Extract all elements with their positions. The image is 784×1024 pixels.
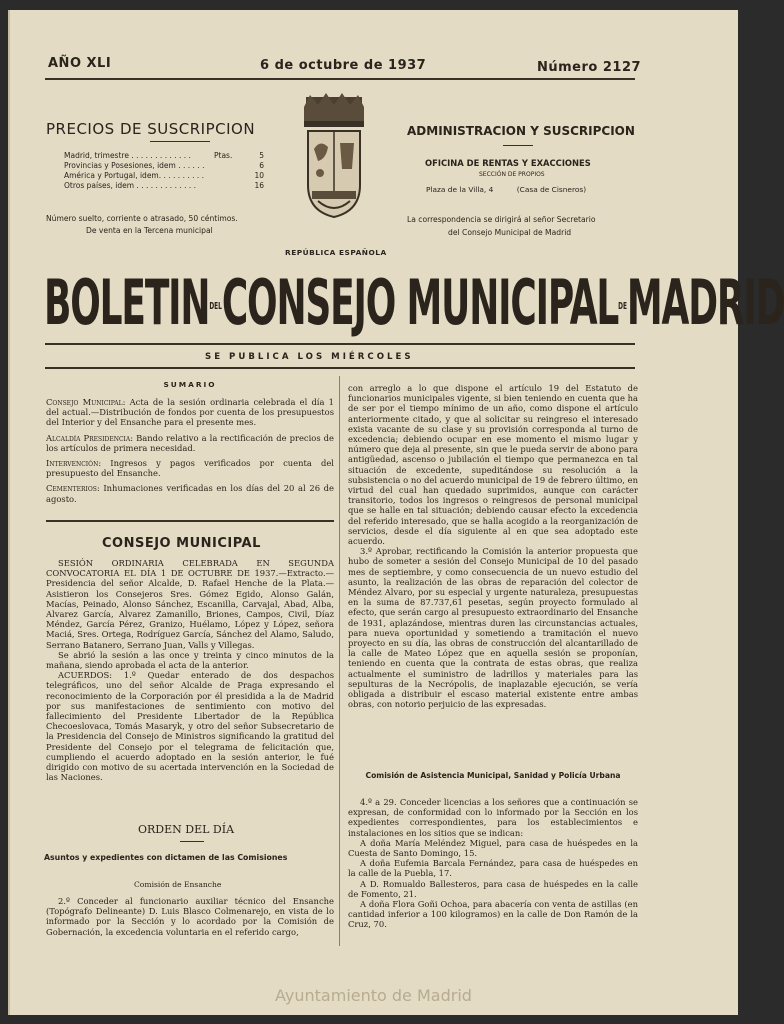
single-copy-note: Número suelto, corriente o atrasado, 50 céntimos. — [46, 214, 238, 223]
summary-item: Consejo Municipal: Acta de la sesión ordinaria celebrada el día 1 del actual.—Distribución de fondos por cuenta de los presupuestos del Interior y del Ensanche para el presente mes. — [46, 397, 334, 428]
header-rule — [45, 78, 635, 80]
asuntos-heading: Asuntos y expedientes con dictamen de las Comisiones — [44, 853, 288, 862]
column-divider — [339, 376, 340, 946]
right-paragraph: A D. Romualdo Ballesteros, para casa de huéspedes en la calle de Fomento, 21. — [348, 878, 638, 899]
subscription-title: PRECIOS DE SUSCRIPCION — [46, 120, 256, 138]
issue-number: Número 2127 — [537, 60, 642, 75]
summary-item: Cementerios: Inhumaciones verificadas en los días del 20 al 26 de agosto. — [46, 483, 334, 504]
right-paragraph: 4.º a 29. Conceder licencias a los señores que a continuación se expresan, de conformidad con lo informado por la Sección en los expedientes correspondientes, para los establecimientos e instalaciones en los sitios que se indican: — [348, 797, 638, 838]
consejo-text — [46, 558, 334, 782]
office-section: SECCIÓN DE PROPIOS — [479, 171, 545, 178]
year-label: AÑO XLI — [48, 56, 112, 71]
summary-title: SUMARIO — [163, 380, 217, 389]
madrid-coat-of-arms-icon — [296, 93, 372, 221]
right-paragraph: con arreglo a lo que dispone el artículo 19 del Estatuto de funcionarios municipales vigente, si bien teniendo en cuenta que ha de ser por el tiempo mínimo de un año, como dispone el artículo anteriormente citado, y que al solicitar su reingreso el interesado exista vacante de su clase y su provisión corresponda al turno de excedencia; debiendo ocupar en ese momento el mismo lugar y número que deja al presente, sin que le pueda servir de abono para antigüedad, ascenso o jubilación el tiempo que permanezca en tal situación de excedente, supeditándose su resolución a la subsistencia o no del acuerdo municipal de 19 de febrero último, en virtud del cual han quedado suprimidos, aunque con carácter transitorio, todos los ingresos o reingresos de personal municipal que se halle en tal situación; debiendo causar efecto la excedencia del referido interesado, que se halla acogido a la reorganización de servicios, desde el día siguiente al en que sea adoptado este acuerdo. — [348, 383, 638, 547]
section-title-consejo: CONSEJO MUNICIPAL — [102, 536, 261, 551]
administration-title: ADMINISTRACION Y SUSCRIPCION — [407, 124, 635, 138]
summary-item: Intervención: Ingresos y pagos verificados por cuenta del presupuesto del Ensanche. — [46, 458, 334, 479]
masthead-word: DEL — [209, 300, 222, 312]
comision-asistencia-heading: Comisión de Asistencia Municipal, Sanidad y Policía Urbana — [365, 771, 621, 780]
right-column — [348, 383, 638, 710]
orden-del-dia-heading: ORDEN DEL DÍA — [138, 823, 235, 836]
orden-underline — [180, 841, 204, 842]
consejo-paragraph: ACUERDOS: 1.º Quedar enterado de dos despachos telegráficos, uno del señor Alcalde de Praga expresando el reconocimiento de la Corporación por él presidida a la de Madrid por sus manifestaciones de sentimiento con motivo del fallecimiento del Presidente Libertador de la República Checoeslovaca, Tomás Masaryk, y otro del señor Subsecretario de la Presidencia del Consejo de Ministros significando la gratitud del Presidente del Consejo por el telegrama de felicitación que, cumpliendo el acuerdo adoptado en la sesión anterior, le fué dirigido con motivo de su acertada intervención en la Sociedad de las Naciones. — [46, 670, 334, 783]
price-row: Otros países, idem . . . . . . . . . . . . . 16 — [64, 181, 264, 190]
correspondence-note-2: del Consejo Municipal de Madrid — [448, 228, 572, 237]
masthead-rule-top — [45, 343, 635, 345]
price-row: Provincias y Posesiones, idem . . . . . . 6 — [64, 161, 264, 170]
issue-date: 6 de octubre de 1937 — [260, 58, 427, 73]
masthead-word: MADRID — [626, 266, 784, 339]
price-row: América y Portugal, idem. . . . . . . . . . 10 — [64, 171, 264, 180]
subscription-underline — [150, 141, 210, 142]
right-paragraph: A doña Flora Goñi Ochoa, para abacería con venta de astillas (en cantidad inferior a 100 kilogramos) en la calle de Don Ramón de la Cruz, 70. — [348, 899, 638, 930]
summary-rule — [46, 520, 334, 522]
office-name: OFICINA DE RENTAS Y EXACCIONES — [425, 158, 591, 168]
summary-item: Alcaldía Presidencia: Bando relativo a la rectificación de precios de los artículos de primera necesidad. — [46, 432, 334, 453]
masthead-word: DE — [618, 300, 627, 312]
masthead-word: MUNICIPAL — [406, 266, 619, 339]
right-paragraph: A doña Eufemia Barcala Fernández, para casa de huéspedes en la calle de la Puebla, 17. — [348, 858, 638, 879]
price-row: Madrid, trimestre . . . . . . . . . . . . . Ptas. 5 — [64, 151, 264, 160]
tagline: SE PUBLICA LOS MIÉRCOLES — [205, 352, 414, 362]
correspondence-note: La correspondencia se dirigirá al señor Secretario — [407, 215, 596, 224]
left-column — [46, 380, 334, 509]
administration-underline — [503, 145, 533, 146]
sale-note: De venta en la Tercena municipal — [86, 226, 213, 235]
price-table — [64, 151, 274, 191]
office-address: Plaza de la Villa, 4 (Casa de Cisneros) — [426, 185, 587, 194]
masthead-rule-bottom — [45, 367, 635, 369]
right-paragraph: A doña María Meléndez Miguel, para casa de huéspedes en la Cuesta de Santo Domingo, 15. — [348, 837, 638, 859]
comision-ensanche-heading: Comisión de Ensanche — [134, 880, 222, 889]
masthead-word: BOLETIN — [44, 266, 210, 339]
archive-watermark: Ayuntamiento de Madrid — [275, 986, 472, 1005]
ensanche-text — [46, 896, 334, 937]
ensanche-paragraph: 2.º Conceder al funcionario auxiliar técnico del Ensanche (Topógrafo Delineante) D. Luis Blasco Colmenarejo, en vista de lo informado por la Sección y lo acordado por la Comisión de Gobernación, la excedencia voluntaria en el referido cargo, — [46, 896, 334, 937]
consejo-paragraph: Se abrió la sesión a las once y treinta y cinco minutos de la mañana, siendo aprobada el acta de la anterior. — [46, 649, 334, 671]
licencias-text — [348, 797, 638, 930]
consejo-paragraph: SESIÓN ORDINARIA CELEBRADA EN SEGUNDA CONVOCATORIA EL DÍA 1 DE OCTUBRE DE 1937.—Extracto.—Presidencia del señor Alcalde, D. Rafael Henche de la Plata.—Asistieron los Consejeros Sres. Gómez Egido, Alonso Galán, Macías, Peinado, Alonso Sánchez, Escanilla, Carvajal, Abad, Alba, Alvarez García, Alvarez Zamanillo, Briones, Campos, Civil, Díaz Méndez, García Pérez, Granizo, Huélamo, López y López, señora Maciá, Sres. Ortega, Rodríguez García, Sánchez del Alamo, Saludo, Serrano Batanero, Serrano Juan, Valls y Villegas. — [46, 558, 334, 650]
masthead — [44, 266, 784, 339]
right-paragraph: 3.º Aprobar, rectificando la Comisión la anterior propuesta que hubo de someter a sesión del Consejo Municipal de 10 del pasado mes de septiembre, y como consecuencia de un nuevo estudio del asunto, la realización de las obras de reparación del colector de Méndez Alvaro, por su especial y urgente naturaleza, presupuestas en la suma de 87.737,61 pesetas, según proyecto formulado al efecto, que serán cargo al presupuesto extraordinario del Ensanche de 1931, aplazándose, mientras duren las circunstancias actuales, para nueva oportunidad y sometiendo a tramitación el nuevo proyecto en su día, las obras de construcción del alcantarillado de la calle de Mateo López que en aquella sesión se proponían, teniendo en cuenta que la contrata de estas obras, que realiza actualmente el suministro de ladrillos y materiales para las sepulturas de la Necrópolis, de inaplazable ejecución, se vería obligada a distribuir el escaso material existente entre ambas obras, con notorio perjuicio de las expresadas. — [348, 546, 638, 710]
masthead-word: CONSEJO — [221, 266, 396, 339]
republic-label: REPÚBLICA ESPAÑOLA — [285, 248, 387, 257]
